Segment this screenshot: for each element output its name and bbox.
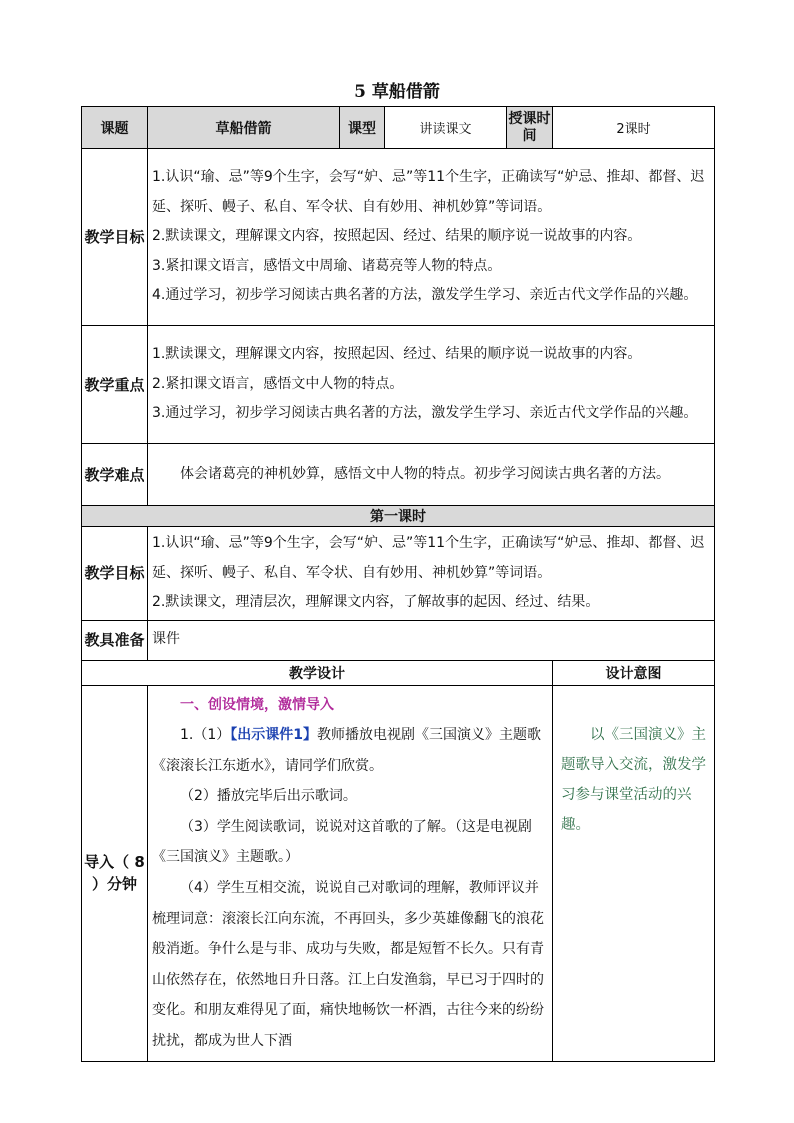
lesson-plan-table bbox=[81, 106, 715, 1062]
lesson1-title-row bbox=[82, 506, 715, 527]
lesson1-goals-row bbox=[82, 527, 715, 621]
header-label-subject: 课题 bbox=[82, 107, 148, 149]
design-heading: 一、创设情境，激情导入 bbox=[180, 696, 334, 713]
difficulties-row bbox=[82, 444, 715, 506]
header-value-hours: 2课时 bbox=[553, 107, 715, 149]
lesson1-goal-item: 1.认识“瑜、忌”等9个生字，会写“妒、忌”等11个生字，正确读写“妒忌、推却、都督、迟延、探听、幔子、私自、军令状、自有妙用、神机妙算”等词语。 bbox=[152, 535, 705, 581]
header-row bbox=[82, 107, 715, 149]
goal-item: 2.默读课文，理解课文内容，按照起因、经过、结果的顺序说一说故事的内容。 bbox=[152, 228, 642, 245]
design-paragraph: （2）播放完毕后出示歌词。 bbox=[180, 788, 357, 805]
courseware-marker: 【出示课件1】 bbox=[230, 727, 318, 744]
goal-item: 4.通过学习，初步学习阅读古典名著的方法，激发学生学习、亲近古代文学作品的兴趣。 bbox=[152, 287, 698, 304]
stage-label: 导入（ 8 ）分钟 bbox=[82, 685, 148, 1061]
key-point-item: 2.紧扣课文语言，感悟文中人物的特点。 bbox=[152, 375, 404, 392]
design-paragraph: （4）学生互相交流，说说自己对歌词的理解，教师评议并梳理词意：滚滚长江向东流，不再回头，多少英雄像翻飞的浪花般消逝。争什么是与非、成功与失败，都是短暂不长久。只有青山依然存在，依然地日升日落。江上白发渔翁，早已习于四时的变化。和朋友难得见了面，痛快地畅饮一杯酒，古往今来的纷纷扰扰，都成为世人下酒 bbox=[152, 880, 544, 1050]
design-intent-text: 以《三国演义》主题歌导入交流，激发学习参与课堂活动的兴趣。 bbox=[561, 726, 706, 833]
design-column-header: 教学设计 bbox=[82, 660, 553, 685]
goal-item: 3.紧扣课文语言，感悟文中周瑜、诸葛亮等人物的特点。 bbox=[152, 257, 502, 274]
key-point-item: 1.默读课文，理解课文内容，按照起因、经过、结果的顺序说一说故事的内容。 bbox=[152, 346, 642, 363]
design-header-row bbox=[82, 660, 715, 685]
key-points-content bbox=[148, 326, 715, 444]
header-label-hours: 授课时间 bbox=[507, 107, 553, 149]
design-paragraph bbox=[152, 720, 548, 781]
key-points-row bbox=[82, 326, 715, 444]
key-point-item: 3.通过学习，初步学习阅读古典名著的方法，激发学生学习、亲近古代文学作品的兴趣。 bbox=[152, 405, 698, 422]
goal-item: 1.认识“瑜、忌”等9个生字，会写“妒、忌”等11个生字，正确读写“妒忌、推却、都督、迟延、探听、幔子、私自、军令状、自有妙用、神机妙算”等词语。 bbox=[152, 169, 705, 215]
lesson1-goal-item: 2.默读课文，理清层次，理解课文内容，了解故事的起因、经过、结果。 bbox=[152, 594, 600, 610]
lesson1-goals-content bbox=[148, 527, 715, 621]
lesson1-title: 第一课时 bbox=[82, 506, 715, 527]
difficulties-label: 教学难点 bbox=[82, 444, 148, 506]
key-points-label: 教学重点 bbox=[82, 326, 148, 444]
intro-stage-row bbox=[82, 685, 715, 1061]
goals-content bbox=[148, 149, 715, 326]
header-value-type: 讲读课文 bbox=[385, 107, 507, 149]
lesson1-goals-label: 教学目标 bbox=[82, 527, 148, 621]
step-text: 教师播放电视剧《三国演义》主题歌《滚滚长江东逝水》，请同学们欣赏。 bbox=[152, 727, 542, 774]
step-number: 1.（1） bbox=[180, 727, 231, 744]
difficulties-text: 体会诸葛亮的神机妙算，感悟文中人物的特点。初步学习阅读古典名著的方法。 bbox=[180, 465, 670, 482]
prep-row bbox=[82, 620, 715, 660]
design-intent bbox=[553, 685, 715, 1061]
goals-row bbox=[82, 149, 715, 326]
design-paragraph: （3）学生阅读歌词，说说对这首歌的了解。（这是电视剧《三国演义》主题歌。） bbox=[152, 818, 532, 866]
document-title: 5 草船借箭 bbox=[354, 82, 440, 102]
goals-label: 教学目标 bbox=[82, 149, 148, 326]
prep-content: 课件 bbox=[148, 620, 715, 660]
prep-label: 教具准备 bbox=[82, 620, 148, 660]
header-value-subject: 草船借箭 bbox=[148, 107, 340, 149]
header-label-type: 课型 bbox=[340, 107, 385, 149]
difficulties-content bbox=[148, 444, 715, 506]
design-content bbox=[148, 685, 553, 1061]
intent-column-header: 设计意图 bbox=[553, 660, 715, 685]
